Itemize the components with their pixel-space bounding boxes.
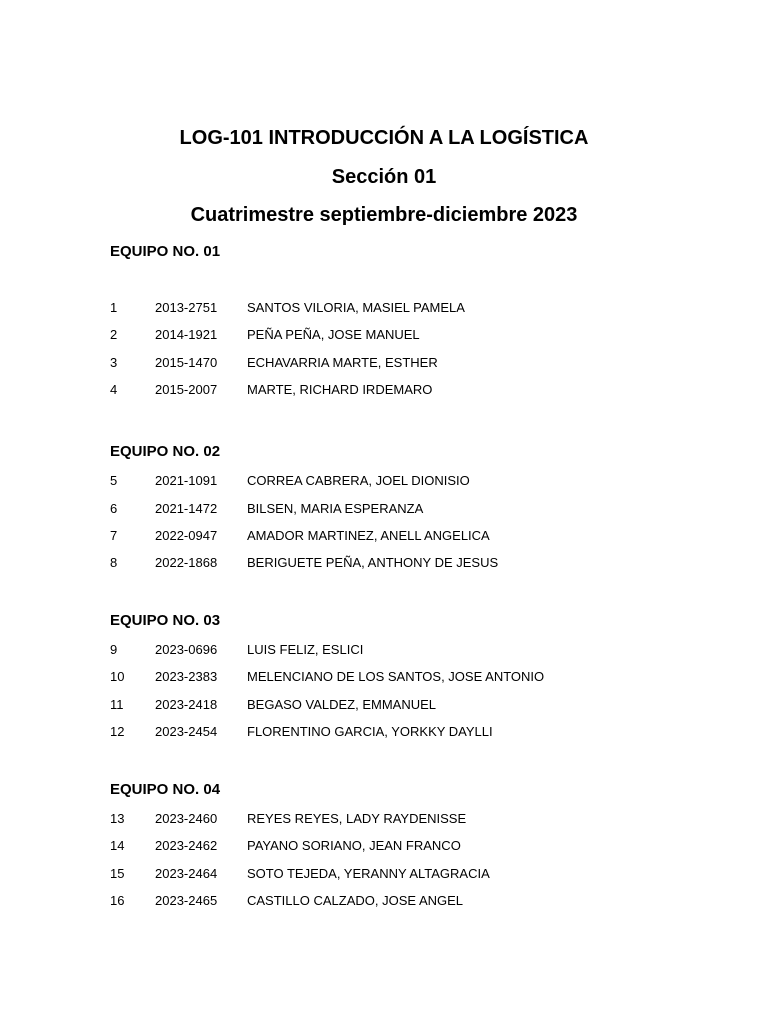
team-member-row [0, 696, 768, 714]
team-member-row [0, 500, 768, 518]
team-title: EQUIPO NO. 04 [110, 781, 221, 798]
member-name: BILSEN, MARIA ESPERANZA [247, 501, 424, 516]
team-member-row [0, 810, 768, 828]
member-id: 2023-2383 [155, 669, 218, 684]
team-member-row [0, 472, 768, 490]
team-member-row [0, 554, 768, 572]
member-number: 15 [110, 866, 125, 881]
team-member-row [0, 641, 768, 659]
member-id: 2013-2751 [155, 300, 218, 315]
member-number: 4 [110, 382, 118, 397]
team-title: EQUIPO NO. 03 [110, 612, 221, 629]
member-name: SOTO TEJEDA, YERANNY ALTAGRACIA [247, 866, 490, 881]
member-id: 2022-0947 [155, 528, 218, 543]
member-id: 2015-2007 [155, 382, 218, 397]
member-id: 2023-2464 [155, 866, 218, 881]
member-id: 2021-1091 [155, 473, 218, 488]
member-number: 3 [110, 355, 118, 370]
member-name: SANTOS VILORIA, MASIEL PAMELA [247, 300, 465, 315]
term-title: Cuatrimestre septiembre-diciembre 2023 [190, 204, 578, 226]
member-number: 11 [110, 697, 124, 712]
member-id: 2021-1472 [155, 501, 218, 516]
member-name: FLORENTINO GARCIA, YORKKY DAYLLI [247, 724, 493, 739]
member-number: 12 [110, 724, 125, 739]
member-name: MELENCIANO DE LOS SANTOS, JOSE ANTONIO [247, 669, 545, 684]
member-name: CORREA CABRERA, JOEL DIONISIO [247, 473, 470, 488]
member-id: 2023-2462 [155, 838, 218, 853]
member-number: 13 [110, 811, 125, 826]
member-id: 2023-2465 [155, 893, 218, 908]
member-number: 5 [110, 473, 118, 488]
team-member-row [0, 865, 768, 883]
member-number: 2 [110, 327, 118, 342]
member-name: ECHAVARRIA MARTE, ESTHER [247, 355, 438, 370]
section-title: Sección 01 [331, 166, 437, 188]
member-name: CASTILLO CALZADO, JOSE ANGEL [247, 893, 464, 908]
team-member-row [0, 837, 768, 855]
member-name: BEGASO VALDEZ, EMMANUEL [247, 697, 437, 712]
team-member-row [0, 668, 768, 686]
member-name: LUIS FELIZ, ESLICI [247, 642, 364, 657]
member-name: PAYANO SORIANO, JEAN FRANCO [247, 838, 461, 853]
team-member-row [0, 299, 768, 317]
member-name: BERIGUETE PEÑA, ANTHONY DE JESUS [247, 555, 499, 570]
member-name: REYES REYES, LADY RAYDENISSE [247, 811, 467, 826]
member-id: 2023-2460 [155, 811, 218, 826]
member-name: MARTE, RICHARD IRDEMARO [247, 382, 433, 397]
member-id: 2022-1868 [155, 555, 218, 570]
member-number: 10 [110, 669, 125, 684]
team-title: EQUIPO NO. 01 [110, 243, 221, 260]
member-id: 2023-2454 [155, 724, 218, 739]
team-member-row [0, 381, 768, 399]
member-number: 14 [110, 838, 125, 853]
member-number: 6 [110, 501, 118, 516]
member-number: 16 [110, 893, 125, 908]
team-title: EQUIPO NO. 02 [110, 443, 221, 460]
team-member-row [0, 892, 768, 910]
member-number: 9 [110, 642, 118, 657]
team-member-row [0, 326, 768, 344]
member-id: 2023-2418 [155, 697, 218, 712]
team-member-row [0, 527, 768, 545]
team-member-row [0, 723, 768, 741]
member-id: 2014-1921 [155, 327, 218, 342]
team-member-row [0, 354, 768, 372]
course-title: LOG-101 INTRODUCCIÓN A LA LOGÍSTICA [179, 127, 589, 149]
member-name: AMADOR MARTINEZ, ANELL ANGELICA [247, 528, 490, 543]
member-number: 1 [110, 300, 118, 315]
member-number: 8 [110, 555, 118, 570]
member-name: PEÑA PEÑA, JOSE MANUEL [247, 327, 420, 342]
member-id: 2023-0696 [155, 642, 218, 657]
member-number: 7 [110, 528, 118, 543]
member-id: 2015-1470 [155, 355, 218, 370]
